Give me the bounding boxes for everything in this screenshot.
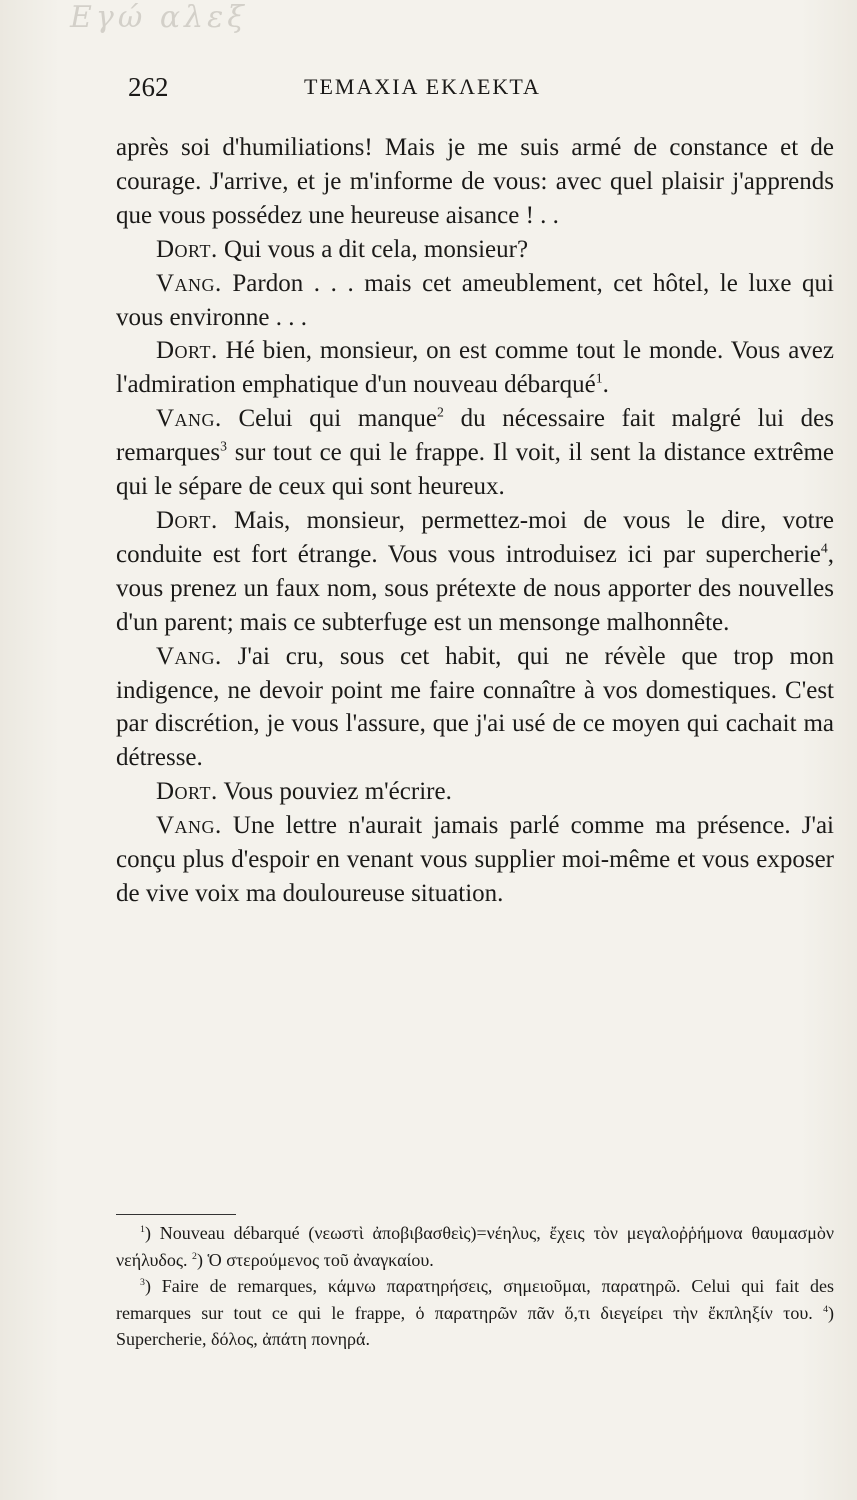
speaker-name: Vang. xyxy=(156,405,222,433)
footnote-divider xyxy=(116,1214,236,1215)
dialogue-line: Vang. J'ai cru, sous cet habit, qui ne révèle que trop mon indigence, ne devoir point me faire connaître à vos domestiques. C'est par discrétion, je vous l'assure, que j'ai usé de ce moyen qui cachait ma détresse. xyxy=(116,642,834,772)
speaker-name: Dort. xyxy=(156,778,218,806)
speaker-name: Dort. xyxy=(156,235,218,263)
footnote-ref: 4 xyxy=(820,540,828,556)
footnotes xyxy=(116,1220,834,1353)
marginal-scribble: Εγώ αλεξ xyxy=(70,0,248,35)
footnote-1: $^1$) Nouveau débarqué (νεωστὶ ἀποβιβασθεὶς)=νέηλυς, ἔχεις τὸν μεγαλοῤῥήμονα θαυμασμὸν νεήλυδος. $^2$) Ὁ στερούμενος τοῦ ἀναγκαίου. xyxy=(116,1223,834,1270)
running-title: ΤΕΜΑΧΙΑ ΕΚΛΕΚΤΑ xyxy=(304,74,541,99)
dialogue-line: Vang. Une lettre n'aurait jamais parlé comme ma présence. J'ai conçu plus d'espoir en venant vous supplier moi-même et vous exposer de vive voix ma douloureuse situation. xyxy=(116,812,834,907)
page-number: 262 xyxy=(128,72,169,102)
footnote-3: $^3$) Faire de remarques, κάμνω παρατηρήσεις, σημειοῦμαι, παρατηρῶ. Celui qui fait des remarques sur tout ce qui le frappe, ὁ παρατηρῶν πᾶν ὅ,τι διεγείρει τὴν ἔκπληξίν του. $^4$) Supercherie, δόλος, ἀπάτη πονηρά. xyxy=(116,1276,834,1349)
dialogue-line: Dort. Qui vous a dit cela, monsieur? xyxy=(156,235,529,263)
dialogue-line: Dort. Hé bien, monsieur, on est comme tout le monde. Vous avez l'admiration emphatique d'un nouveau débarqué$^1$. xyxy=(116,337,834,399)
dialogue-line: Dort. Mais, monsieur, permettez-moi de vous le dire, votre conduite est fort étrange. Vous vous introduisez ici par supercherie$^4$, vous prenez un faux nom, sous prétexte de nous apporter des nouvelles d'un parent; mais ce subterfuge est un mensonge malhonnête. xyxy=(116,506,834,636)
footnote-ref: 2 xyxy=(437,404,444,420)
speaker-name: Vang. xyxy=(156,642,222,670)
paragraph-1: après soi d'humiliations! Mais je me suis armé de constance et de courage. J'arrive, et je m'informe de vous: avec quel plaisir j'apprends que vous possédez une heureuse aisance ! . . xyxy=(116,134,834,229)
body-text xyxy=(116,131,834,911)
speaker-name: Vang. xyxy=(156,269,222,297)
footnote-ref: 3 xyxy=(220,438,227,454)
footnote-ref: 1 xyxy=(595,370,603,386)
dialogue-line: Vang. Celui qui manque$^2$ du nécessaire fait malgré lui des remarques$^3$ sur tout ce qui le frappe. Il voit, il sent la distance extrême qui le sépare de ceux qui sont heureux. xyxy=(116,404,834,501)
speaker-name: Dort. xyxy=(156,337,218,365)
speaker-name: Vang. xyxy=(156,812,222,840)
page-header xyxy=(128,72,828,106)
dialogue-line: Vang. Pardon . . . mais cet ameublement, cet hôtel, le luxe qui vous environne . . . xyxy=(116,269,834,331)
dialogue-line: Dort. Vous pouviez m'écrire. xyxy=(156,778,452,806)
speaker-name: Dort. xyxy=(156,506,218,534)
